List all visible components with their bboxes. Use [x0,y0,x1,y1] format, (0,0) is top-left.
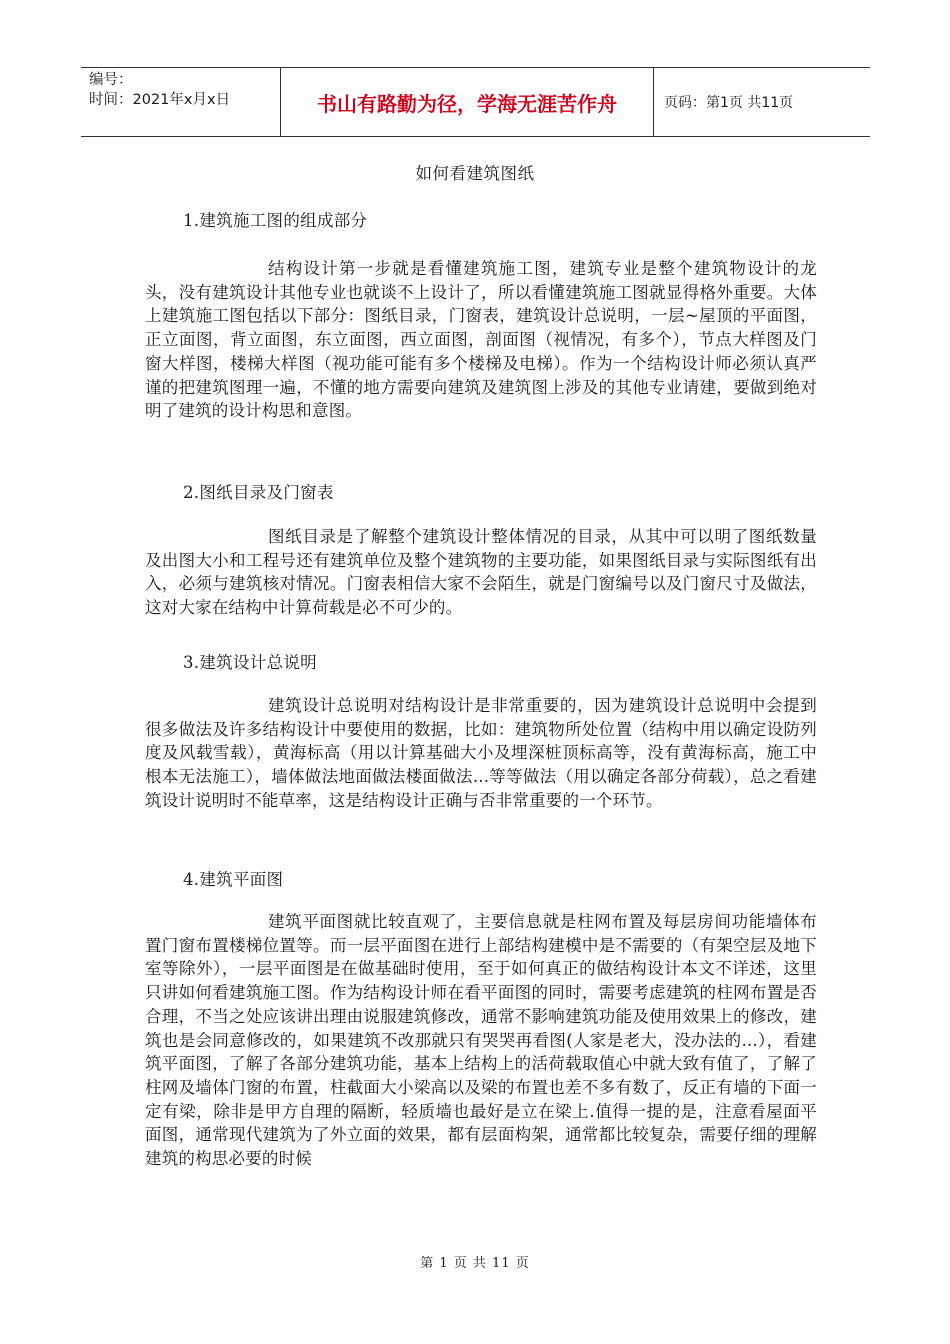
section-paragraph-4: 建筑平面图就比较直观了，主要信息就是柱网布置及每层房间功能墙体布置门窗布置楼梯位置等。而一层平面图在进行上部结构建模中是不需要的（有架空层及地下室等除外），一层平面图是在做基础时使用，至于如何真正的做结构设计本文不详述，这里只讲如何看建筑施工图。作为结构设计师在看平面图的同时，需要考虑建筑的柱网布置是否合理，不当之处应该讲出理由说服建筑修改，通常不影响建筑功能及使用效果上的修改，建筑也是会同意修改的，如果建筑不改那就只有哭哭再看图(人家是老大，没办法的...），看建筑平面图，了解了各部分建筑功能，基本上结构上的活荷载取值心中就大致有值了，了解了柱网及墙体门窗的布置，柱截面大小梁高以及梁的布置也差不多有数了，反正有墙的下面一定有梁，除非是甲方自理的隔断，轻质墙也最好是立在梁上.值得一提的是，注意看屋面平面图，通常现代建筑为了外立面的效果，都有层面构架，通常都比较复杂，需要仔细的理解建筑的构思必要的时候 [145,912,817,1169]
header-meta-cell [81,68,281,136]
section-heading-3: 3.建筑设计总说明 [183,653,317,672]
section-paragraph-1: 结构设计第一步就是看懂建筑施工图，建筑专业是整个建筑物设计的龙头，没有建筑设计其他专业也就谈不上设计了，所以看懂建筑施工图就显得格外重要。大体上建筑施工图包括以下部分：图纸目录，门窗表，建筑设计总说明，一层~屋顶的平面图，正立面图，背立面图，东立面图，西立面图，剖面图（视情况，有多个），节点大样图及门窗大样图，楼梯大样图（视功能可能有多个楼梯及电梯）。作为一个结构设计师必须认真严谨的把建筑图理一遍，不懂的地方需要向建筑及建筑图上涉及的其他专业请建，要做到绝对明了建筑的设计构思和意图。 [145,259,817,421]
section-heading-1: 1.建筑施工图的组成部分 [183,211,368,230]
section-paragraph-2: 图纸目录是了解整个建筑设计整体情况的目录，从其中可以明了图纸数量及出图大小和工程号还有建筑单位及整个建筑物的主要功能，如果图纸目录与实际图纸有出入，必须与建筑核对情况。门窗表相信大家不会陌生，就是门窗编号以及门窗尺寸及做法，这对大家在结构中计算荷载是必不可少的。 [145,527,817,618]
page-code-text: 页码：第1页 共11页 [664,95,794,111]
header-motto-cell [281,68,654,136]
document-header-table [81,67,870,137]
section-paragraph-3: 建筑设计总说明对结构设计是非常重要的，因为建筑设计总说明中会提到很多做法及许多结构设计中要使用的数据，比如：建筑物所处位置（结构中用以确定设防列度及风载雪载），黄海标高（用以计算基础大小及埋深桩顶标高等，没有黄海标高，施工中根本无法施工），墙体做法地面做法楼面做法...等等做法（用以确定各部分荷载），总之看建筑设计说明时不能草率，这是结构设计正确与否非常重要的一个环节。 [145,696,817,810]
section-heading-4: 4.建筑平面图 [183,870,284,889]
header-page-code-cell [654,68,870,136]
document-title: 如何看建筑图纸 [415,164,535,183]
motto-text: 书山有路勤为径，学海无涯苦作舟 [317,91,617,116]
page-footer: 第 1 页 共 11 页 [420,1256,530,1271]
section-heading-2: 2.图纸目录及门窗表 [183,483,334,502]
time-label: 时间：2021年x月x日 [89,92,231,108]
number-label: 编号： [89,72,133,88]
